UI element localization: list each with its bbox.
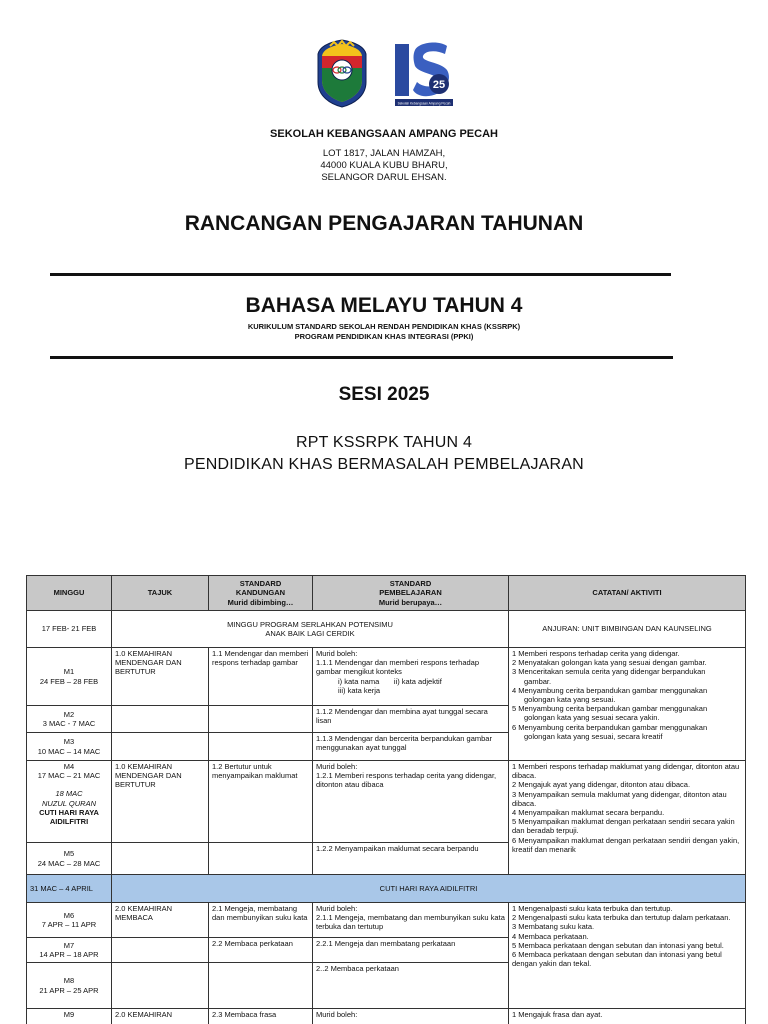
sk-cell: 2.2 Membaca perkataan — [209, 938, 313, 963]
tajuk-cell — [112, 843, 209, 875]
catatan-line: 6 Menyampaikan maklumat dengan perkataan sendiri dengan yakin, kreatif dan menarik — [512, 835, 740, 854]
minggu-cell — [27, 648, 112, 706]
catatan-line: gambar. — [524, 676, 552, 686]
week-note: 18 MAC — [55, 789, 83, 799]
school-crest-icon — [316, 38, 368, 108]
tajuk-cell: 2.0 KEMAHIRAN — [112, 1009, 209, 1024]
curriculum-label: KURIKULUM STANDARD SEKOLAH RENDAH PENDIDIKAN KHAS (KSSRPK) — [247, 322, 521, 331]
address-line-1: LOT 1817, JALAN HAMZAH, — [322, 148, 446, 159]
divider-bottom — [50, 356, 673, 359]
sp-cell: 2..2 Membaca perkataan — [313, 963, 509, 1009]
sp-cell: 1.2.2 Menyampaikan maklumat secara berpandu — [313, 843, 509, 875]
header-sk-line2: KANDUNGAN — [235, 588, 286, 598]
catatan-line: golongan kata yang sesuai, secara kreatif — [524, 731, 663, 741]
program-cell — [112, 611, 509, 648]
sp-cell: 1.1.3 Mendengar dan bercerita berpandukan gambar menggunakan ayat tunggal — [313, 733, 509, 761]
catatan-line: 6 Menyambung cerita berpandukan gambar menggunakan — [512, 722, 708, 732]
anniversary-caption: Sekolah Kebangsaan Ampang Pecah — [397, 101, 451, 106]
sk-cell: 1.2 Bertutur untuk menyampaikan maklumat — [209, 761, 313, 843]
catatan-line: 4 Menyampaikan maklumat secara berpandu. — [512, 808, 665, 818]
subject-title: BAHASA MELAYU TAHUN 4 — [245, 294, 523, 317]
sp-subitem: iii) kata kerja — [338, 685, 381, 695]
sk-cell: 1.1 Mendengar dan memberi respons terhadap gambar — [209, 648, 313, 706]
sp-cell — [313, 761, 509, 843]
sp-intro: Murid boleh: — [316, 762, 358, 771]
table-row — [27, 875, 746, 903]
tajuk-cell: 2.0 KEMAHIRAN MEMBACA — [112, 903, 209, 938]
catatan-line: golongan kata yang sesuai. — [524, 695, 616, 705]
week-note: CUTI HARI RAYA — [39, 807, 99, 817]
week-dates: 10 MAC – 14 MAC — [37, 746, 101, 756]
catatan-line: 1 Mengenalpasti suku kata terbuka dan tertutup. — [512, 904, 673, 913]
sp-subitem: ii) kata adjektif — [393, 676, 442, 686]
sp-intro: Murid boleh: — [316, 649, 358, 658]
week-label: M3 — [63, 737, 75, 747]
week-note: AIDILFITRI — [49, 817, 89, 827]
tajuk-cell — [112, 733, 209, 761]
header-tajuk: TAJUK — [112, 576, 209, 611]
header-sk-line3: Murid dibimbing… — [227, 597, 294, 607]
catatan-cell — [509, 648, 746, 761]
catatan-line: 3 Menceritakan semula cerita yang didengar berpandukan — [512, 667, 706, 677]
tajuk-cell — [112, 963, 209, 1009]
week-dates: 21 APR – 25 APR — [39, 985, 99, 995]
table-row — [27, 611, 746, 648]
anniversary-25-icon — [393, 40, 455, 108]
header-sk-line1: STANDARD — [239, 579, 282, 589]
sk-cell: 2.1 Mengeja, membatang dan membunyikan suku kata — [209, 903, 313, 938]
minggu-cell — [27, 706, 112, 733]
week-label: M4 — [63, 762, 75, 771]
week-label: M2 — [63, 709, 75, 719]
catatan-line: 2 Mengajuk ayat yang didengar, ditonton atau dibaca. — [512, 780, 691, 790]
sp-item: 1.1.1 Mendengar dan memberi respons terhadap gambar mengikut konteks — [316, 658, 480, 677]
week-label: M6 — [63, 910, 75, 920]
header-logos — [0, 38, 768, 110]
sk-cell: 2.3 Membaca frasa — [209, 1009, 313, 1024]
sp-intro: Murid boleh: — [316, 904, 358, 913]
header-catatan: CATATAN/ AKTIVITI — [509, 576, 746, 611]
week-label: M5 — [63, 849, 75, 859]
program-line-1: MINGGU PROGRAM SERLAHKAN POTENSIMU — [227, 619, 393, 629]
program-line-2: ANAK BAIK LAGI CERDIK — [265, 629, 355, 638]
catatan-line: 4 Membaca perkataan. — [512, 931, 589, 941]
holiday-cell: CUTI HARI RAYA AIDILFITRI — [112, 875, 746, 903]
anniversary-number: 25 — [432, 79, 446, 91]
minggu-cell — [27, 963, 112, 1009]
minggu-cell: M9 — [27, 1009, 112, 1024]
header-minggu: MINGGU — [27, 576, 112, 611]
sp-cell: 2.2.1 Mengeja dan membatang perkataan — [313, 938, 509, 963]
header-sp-line3: Murid berupaya… — [378, 597, 443, 607]
minggu-cell — [27, 903, 112, 938]
catatan-line: golongan kata yang sesuai secara yakin. — [524, 713, 660, 723]
week-dates: 7 APR – 11 APR — [41, 920, 97, 929]
minggu-cell — [27, 761, 112, 843]
sk-cell — [209, 843, 313, 875]
address-line-3: SELANGOR DARUL EHSAN. — [321, 172, 447, 183]
catatan-line: 5 Menyampaikan maklumat dengan perkataan sendiri secara yakin dan beradab terpuji. — [512, 817, 735, 836]
catatan-line: 1 Memberi respons terhadap cerita yang didengar. — [512, 649, 680, 658]
sp-item: 1.2.1 Memberi respons terhadap cerita yang didengar, ditonton atau dibaca — [316, 771, 497, 790]
week-dates: 24 FEB – 28 FEB — [39, 676, 99, 686]
catatan-line: 5 Menyambung cerita berpandukan gambar menggunakan — [512, 704, 708, 714]
catatan-cell: 1 Mengajuk frasa dan ayat. — [509, 1009, 746, 1024]
catatan-line: 3 Membatang suku kata. — [512, 922, 595, 932]
school-name: SEKOLAH KEBANGSAAN AMPANG PECAH — [270, 128, 498, 140]
rpt-line-2: PENDIDIKAN KHAS BERMASALAH PEMBELAJARAN — [184, 456, 584, 473]
table-row — [27, 1009, 746, 1024]
rpt-line-1: RPT KSSRPK TAHUN 4 — [295, 434, 473, 451]
minggu-cell — [27, 843, 112, 875]
sp-cell — [313, 648, 509, 706]
week-dates: 14 APR – 18 APR — [39, 950, 99, 959]
week-label: M7 — [63, 940, 75, 950]
catatan-line: 5 Membaca perkataan dengan sebutan dan intonasi yang betul. — [512, 940, 724, 950]
week-dates: 3 MAC - 7 MAC — [42, 719, 96, 728]
tajuk-cell: 1.0 KEMAHIRAN MENDENGAR DAN BERTUTUR — [112, 648, 209, 706]
catatan-cell — [509, 761, 746, 875]
sk-cell — [209, 733, 313, 761]
catatan-line: 1 Memberi respons terhadap maklumat yang didengar, ditonton atau dibaca. — [512, 762, 740, 781]
tajuk-cell — [112, 938, 209, 963]
minggu-cell: 31 MAC – 4 APRIL — [27, 875, 112, 903]
document-title: RANCANGAN PENGAJARAN TAHUNAN — [184, 212, 584, 235]
week-label: M8 — [63, 976, 75, 986]
catatan-cell — [509, 903, 746, 1009]
table-row — [27, 761, 746, 843]
header-sp-line1: STANDARD — [389, 579, 432, 589]
table-header-row — [27, 576, 746, 611]
sp-cell: 1.1.2 Mendengar dan membina ayat tunggal secara lisan — [313, 706, 509, 733]
week-note: NUZUL QURAN — [41, 798, 97, 808]
sp-item: 2.1.1 Mengeja, membatang dan membunyikan suku kata terbuka dan tertutup — [316, 913, 505, 932]
catatan-line: 4 Menyambung cerita berpandukan gambar menggunakan — [512, 685, 708, 695]
sp-cell — [313, 903, 509, 938]
header-standard-pembelajaran — [313, 576, 509, 611]
header-standard-kandungan — [209, 576, 313, 611]
minggu-cell — [27, 733, 112, 761]
sp-subitem: i) kata nama — [338, 676, 380, 686]
week-dates: 24 MAC – 28 MAC — [37, 858, 101, 868]
program-label: PROGRAM PENDIDIKAN KHAS INTEGRASI (PPKI) — [294, 332, 474, 341]
anjuran-cell: ANJURAN: UNIT BIMBINGAN DAN KAUNSELING — [509, 611, 746, 648]
sk-cell — [209, 706, 313, 733]
sp-cell: Murid boleh: — [313, 1009, 509, 1024]
table-row — [27, 648, 746, 706]
divider-top — [50, 273, 671, 276]
sk-cell — [209, 963, 313, 1009]
catatan-line: 6 Membaca perkataan dengan sebutan dan intonasi yang betul dengan yakin dan tekal. — [512, 950, 722, 969]
catatan-line: 3 Menyampaikan semula maklumat yang didengar, ditonton atau dibaca. — [512, 789, 727, 808]
sp-subitems — [316, 677, 505, 686]
rpt-table — [26, 575, 746, 1024]
catatan-line: 2 Mengenalpasti suku kata terbuka dan tertutup dalam perkataan. — [512, 913, 731, 923]
session-label: SESI 2025 — [338, 384, 430, 405]
header-sp-line2: PEMBELAJARAN — [379, 588, 442, 598]
minggu-cell — [27, 938, 112, 963]
week-label: M1 — [63, 667, 75, 677]
table-row — [27, 903, 746, 938]
tajuk-cell: 1.0 KEMAHIRAN MENDENGAR DAN BERTUTUR — [112, 761, 209, 843]
week-dates: 17 MAC – 21 MAC — [37, 771, 101, 781]
minggu-cell: 17 FEB- 21 FEB — [27, 611, 112, 648]
catatan-line: 2 Menyatakan golongan kata yang sesuai dengan gambar. — [512, 658, 707, 668]
tajuk-cell — [112, 706, 209, 733]
address-line-2: 44000 KUALA KUBU BHARU, — [320, 160, 448, 171]
